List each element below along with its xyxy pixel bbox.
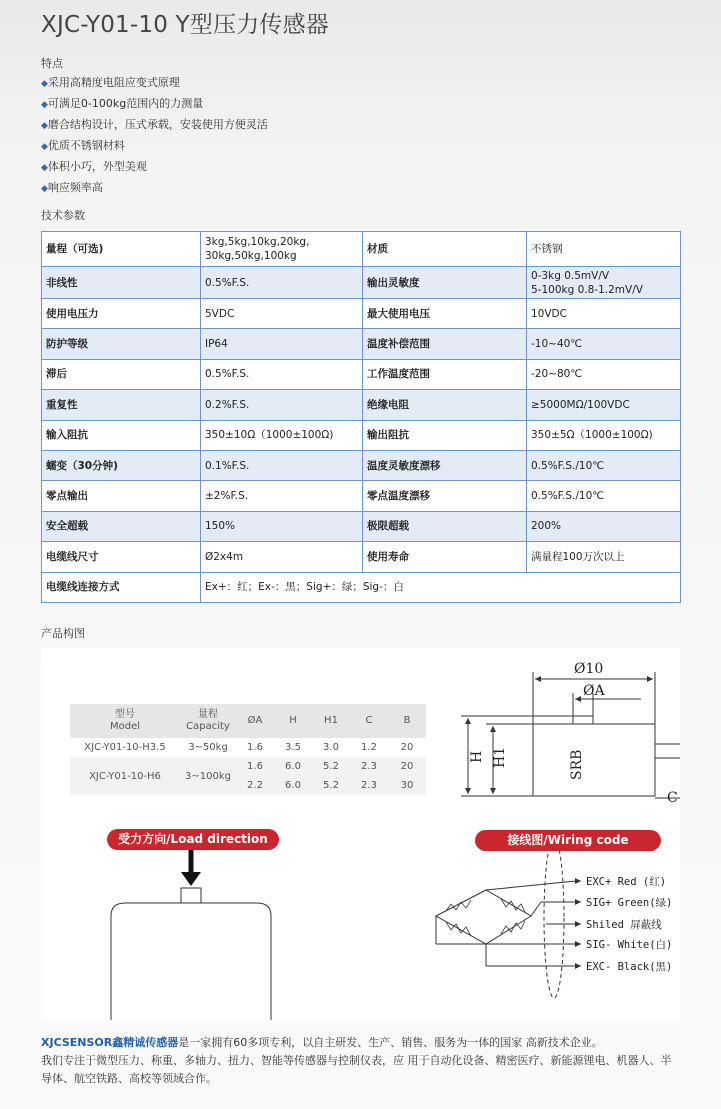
label-h1: H1 <box>492 746 508 768</box>
label-c: C <box>667 790 678 806</box>
spec-value: 0.1%F.S. <box>201 450 363 480</box>
spec-value: 0.5%F.S./10℃ <box>527 450 681 480</box>
spec-value: 200% <box>527 511 681 541</box>
bullet-icon: ◆ <box>41 79 48 89</box>
intro-line-2: 我们专注于微型压力、称重、多轴力、扭力、智能等传感器与控制仪表，应 用于自动化设备、精密医疗、新能源锂电、机器人、半导体、航空铁路、高校等领域合作。 <box>41 1054 672 1085</box>
bullet-icon: ◆ <box>41 142 48 152</box>
spec-key: 蠕变（30分钟) <box>42 450 201 480</box>
spec-key: 非线性 <box>42 267 201 298</box>
spec-key: 电缆线尺寸 <box>42 542 201 572</box>
spec-key: 使用电压力 <box>42 298 201 328</box>
spec-value: 0-3kg 0.5mV/V 5-100kg 0.8-1.2mV/V <box>527 267 681 298</box>
wire-label-sig-plus: SIG+ Green(绿) <box>586 897 673 909</box>
feature-item: ◆采用高精度电阻应变式原理 <box>41 76 180 89</box>
spec-value: 0.5%F.S. <box>201 359 363 389</box>
spec-value: 350±5Ω（1000±100Ω) <box>527 420 681 450</box>
shield-ellipse <box>544 838 564 998</box>
spec-row <box>42 420 681 450</box>
spec-key: 材质 <box>363 232 527 267</box>
spec-row <box>42 390 681 420</box>
spec-key: 零点输出 <box>42 481 201 511</box>
spec-value: Ø2x4m <box>201 542 363 572</box>
spec-row <box>42 542 681 572</box>
dim-value: 6.0 <box>274 757 312 776</box>
spec-value: 0.5%F.S. <box>201 267 363 298</box>
dim-capacity: 3~100kg <box>180 757 236 795</box>
dim-header: 型号 Model <box>70 704 180 738</box>
bullet-icon: ◆ <box>41 184 48 194</box>
wire-label-exc-minus: EXC- Black(黑) <box>586 961 673 973</box>
features-heading: 特点 <box>41 57 63 70</box>
label-d10: Ø10 <box>574 661 604 677</box>
spec-key: 零点温度漂移 <box>363 481 527 511</box>
spec-value: 10VDC <box>527 298 681 328</box>
load-button-outline <box>181 888 201 903</box>
spec-key: 防护等级 <box>42 329 201 359</box>
wiring-code-label: 接线图/Wiring code <box>475 830 661 851</box>
dim-capacity: 3~50kg <box>180 738 236 757</box>
bullet-icon: ◆ <box>41 100 48 110</box>
spec-row <box>42 329 681 359</box>
spec-row <box>42 572 681 602</box>
spec-row <box>42 232 681 267</box>
bridge-outline <box>436 890 531 944</box>
load-body-outline <box>111 903 271 1020</box>
dim-header: 量程 Capacity <box>180 704 236 738</box>
dim-header: ØA <box>236 704 274 738</box>
dim-value: 3.5 <box>274 738 312 757</box>
spec-row <box>42 481 681 511</box>
dim-value: 6.0 <box>274 776 312 795</box>
spec-key: 电缆线连接方式 <box>42 572 201 602</box>
label-h: H <box>469 750 485 763</box>
spec-value: 3kg,5kg,10kg,20kg, 30kg,50kg,100kg <box>201 232 363 267</box>
spec-row <box>42 511 681 541</box>
feature-item: ◆磨合结构设计，压式承载，安装使用方便灵活 <box>41 118 268 131</box>
spec-row <box>42 359 681 389</box>
dim-value: 5.2 <box>312 776 350 795</box>
dim-header: H <box>274 704 312 738</box>
dim-value: 3.0 <box>312 738 350 757</box>
wire-sig-plus <box>531 902 541 916</box>
spec-value: -10~40℃ <box>527 329 681 359</box>
load-direction-label: 受力方向/Load direction <box>107 829 279 850</box>
features-list <box>41 73 268 199</box>
spec-key: 温度灵敏度漂移 <box>363 450 527 480</box>
wire-exc-plus <box>486 881 576 890</box>
dim-value: 2.2 <box>236 776 274 795</box>
intro-line-1: XJCSENSOR鑫精诚传感器是一家拥有60多项专利，以自主研发、生产、销售、服务为一体的国家 高新技术企业。 <box>41 1036 603 1049</box>
spec-key: 输入阻抗 <box>42 420 201 450</box>
wire-label-shield: Shiled 屏蔽线 <box>586 919 662 931</box>
brand-link[interactable]: XJCSENSOR鑫精诚传感器 <box>41 1036 179 1049</box>
dim-value: 1.6 <box>236 757 274 776</box>
load-arrow-icon <box>181 872 201 886</box>
spec-key: 最大使用电压 <box>363 298 527 328</box>
sensor-button-outline <box>573 716 593 724</box>
spec-value: 0.5%F.S./10℃ <box>527 481 681 511</box>
dim-value: 1.2 <box>350 738 388 757</box>
figure-heading: 产品构图 <box>41 627 85 640</box>
spec-value: ±2%F.S. <box>201 481 363 511</box>
spec-value: Ex+：红；Ex-：黑；Sig+：绿；Sig-：白 <box>201 572 681 602</box>
spec-value: 150% <box>201 511 363 541</box>
wire-label-sig-minus: SIG- White(白) <box>586 939 673 951</box>
spec-key: 滞后 <box>42 359 201 389</box>
spec-row <box>42 450 681 480</box>
specs-heading: 技术参数 <box>41 209 85 222</box>
label-srb: SRB <box>569 749 585 780</box>
dim-value: 5.2 <box>312 757 350 776</box>
wire-label-exc-plus: EXC+ Red (红) <box>586 876 667 888</box>
label-da: ØA <box>583 683 605 699</box>
company-intro <box>41 1034 681 1088</box>
dim-header: B <box>388 704 426 738</box>
bullet-icon: ◆ <box>41 163 48 173</box>
dim-value: 1.6 <box>236 738 274 757</box>
dim-value: 2.3 <box>350 757 388 776</box>
dim-header: C <box>350 704 388 738</box>
sensor-body-outline <box>533 724 655 796</box>
dim-value: 30 <box>388 776 426 795</box>
spec-key: 输出阻抗 <box>363 420 527 450</box>
spec-value: 350±10Ω（1000±100Ω) <box>201 420 363 450</box>
spec-value: 不锈钢 <box>527 232 681 267</box>
spec-value: 满量程100万次以上 <box>527 542 681 572</box>
spec-key: 安全超载 <box>42 511 201 541</box>
bullet-icon: ◆ <box>41 121 48 131</box>
spec-value: ≥5000MΩ/100VDC <box>527 390 681 420</box>
dim-value: 20 <box>388 738 426 757</box>
dim-model: XJC-Y01-10-H3.5 <box>70 738 180 757</box>
spec-value: IP64 <box>201 329 363 359</box>
dim-value: 2.3 <box>350 776 388 795</box>
product-figure <box>41 648 680 1021</box>
spec-key: 使用寿命 <box>363 542 527 572</box>
dim-model: XJC-Y01-10-H6 <box>70 757 180 795</box>
spec-value: -20~80℃ <box>527 359 681 389</box>
spec-row <box>42 298 681 328</box>
spec-table <box>41 231 681 603</box>
spec-key: 绝缘电阻 <box>363 390 527 420</box>
feature-item: ◆体积小巧，外型美观 <box>41 160 147 173</box>
spec-key: 量程（可选) <box>42 232 201 267</box>
spec-key: 极限超载 <box>363 511 527 541</box>
spec-key: 温度补偿范围 <box>363 329 527 359</box>
spec-row <box>42 267 681 298</box>
dim-value: 20 <box>388 757 426 776</box>
spec-value: 5VDC <box>201 298 363 328</box>
spec-key: 工作温度范围 <box>363 359 527 389</box>
spec-value: 0.2%F.S. <box>201 390 363 420</box>
spec-key: 输出灵敏度 <box>363 267 527 298</box>
feature-item: ◆优质不锈钢材料 <box>41 139 125 152</box>
feature-item: ◆可满足0-100kg范围内的力测量 <box>41 97 204 110</box>
spec-key: 重复性 <box>42 390 201 420</box>
dim-header: H1 <box>312 704 350 738</box>
page-title: XJC-Y01-10 Y型压力传感器 <box>41 12 330 38</box>
feature-item: ◆响应频率高 <box>41 181 103 194</box>
